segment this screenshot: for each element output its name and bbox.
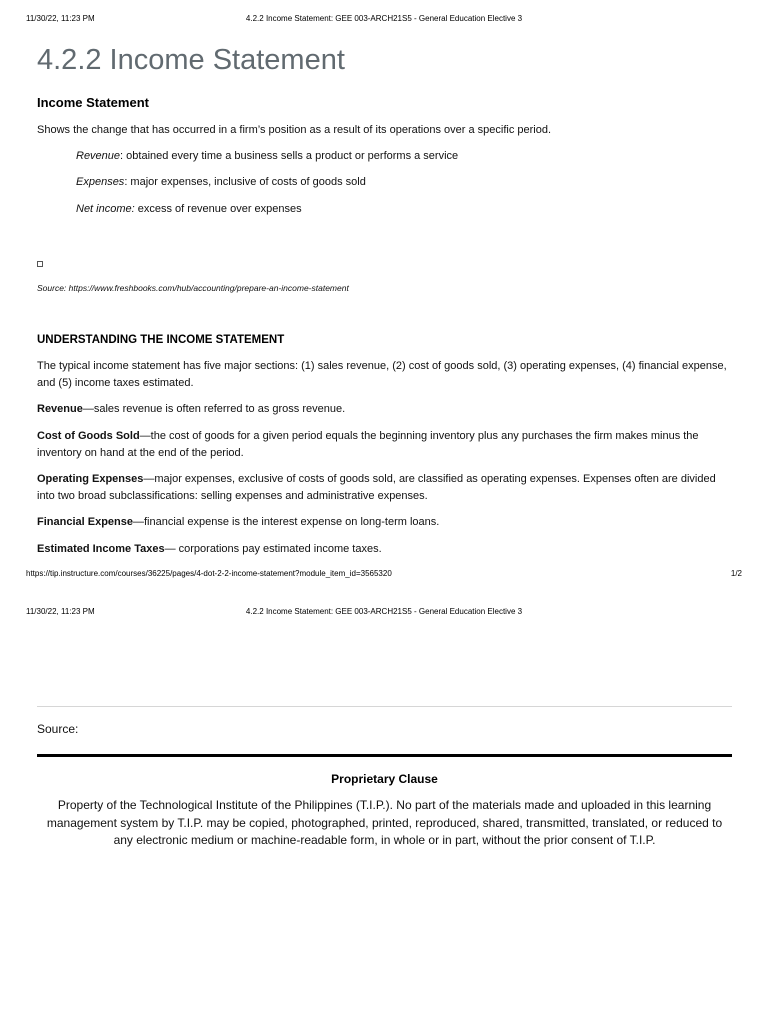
section-title-understanding: UNDERSTANDING THE INCOME STATEMENT (37, 334, 285, 346)
print-header (0, 12, 768, 26)
divider (37, 706, 732, 707)
definition-term: Net income: (76, 203, 135, 215)
item-revenue (37, 401, 732, 418)
understanding-intro: The typical income statement has five major sections: (1) sales revenue, (2) cost of goods sold, (3) operating expenses, (4) financial expense, and (5) income taxes estimated. (37, 360, 727, 389)
item-estimated-income-taxes (37, 541, 732, 558)
item-financial-expense (37, 514, 732, 531)
item-term: Operating Expenses (37, 473, 144, 485)
proprietary-clause-text: Property of the Technological Institute of the Philippines (T.I.P.). No part of the materials made and uploaded in this learning management system by T.I.P. may be copied, photographed, printed, reproduced, shared, transmitted, translated, or reduced to any electronic medium or machine-readable form, in whole or in part, without the prior consent of T.I.P. (46, 798, 723, 847)
item-text: —financial expense is the interest expense on long-term loans. (132, 516, 440, 528)
definition-text: excess of revenue over expenses (134, 203, 302, 215)
definition-term: Expenses (76, 176, 125, 188)
image-source-caption: Source: https://www.freshbooks.com/hub/accounting/prepare-an-income-statement (37, 283, 349, 293)
divider-thick (37, 754, 732, 757)
definition-net-income (76, 201, 732, 218)
page-url: https://tip.instructure.com/courses/36225/pages/4-dot-2-2-income-statement?module_item_id=3565320 (26, 569, 392, 578)
print-date: 11/30/22, 11:23 PM (26, 607, 95, 616)
print-title: 4.2.2 Income Statement: GEE 003-ARCH21S5 - General Education Elective 3 (245, 14, 523, 23)
item-text: — corporations pay estimated income taxes. (164, 543, 382, 555)
section-title-income-statement: Income Statement (37, 95, 149, 110)
item-text: —sales revenue is often referred to as gross revenue. (82, 403, 346, 415)
definition-revenue (76, 148, 732, 165)
proprietary-clause-title: Proprietary Clause (331, 772, 438, 786)
definition-expenses (76, 174, 732, 191)
definition-text: : major expenses, inclusive of costs of goods sold (124, 176, 366, 188)
source-label: Source: (37, 722, 79, 736)
print-footer (0, 567, 768, 581)
page-number: 1/2 (730, 569, 742, 578)
print-header-page2 (0, 605, 768, 619)
item-term: Estimated Income Taxes (37, 543, 165, 555)
definition-term: Revenue (76, 150, 121, 162)
broken-image-icon (37, 261, 43, 267)
item-text: —major expenses, exclusive of costs of goods sold, are classified as operating expenses. Expenses often are divided into two broad subclassifications: selling expenses and administrative expenses. (37, 473, 716, 502)
item-cost-of-goods-sold (37, 428, 732, 462)
print-date: 11/30/22, 11:23 PM (26, 14, 95, 23)
definition-text: : obtained every time a business sells a product or performs a service (120, 150, 459, 162)
intro-paragraph: Shows the change that has occurred in a firm’s position as a result of its operations over a specific period. (37, 124, 552, 136)
item-term: Revenue (37, 403, 83, 415)
item-text: —the cost of goods for a given period equals the beginning inventory plus any purchases the firm makes minus the inventory on hand at the end of the period. (37, 430, 699, 459)
item-term: Cost of Goods Sold (37, 430, 140, 442)
item-term: Financial Expense (37, 516, 133, 528)
print-title: 4.2.2 Income Statement: GEE 003-ARCH21S5 - General Education Elective 3 (245, 607, 523, 616)
item-operating-expenses (37, 471, 732, 505)
page-title: 4.2.2 Income Statement (37, 44, 345, 76)
